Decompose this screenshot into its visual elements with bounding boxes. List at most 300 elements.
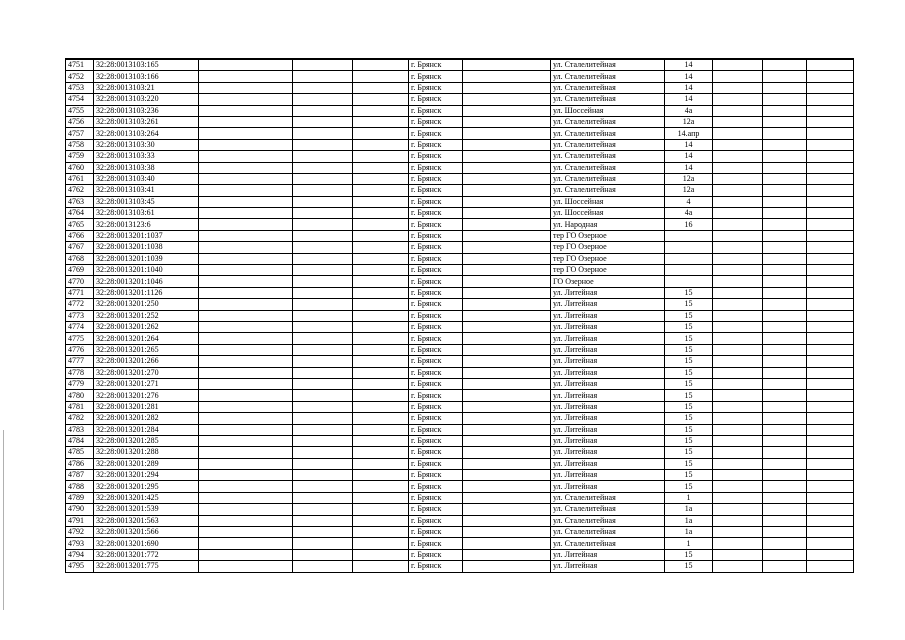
empty-cell xyxy=(353,253,409,264)
city-cell: г. Брянск xyxy=(409,527,463,538)
cadastral-number-cell: 32:28:0013103:236 xyxy=(94,105,199,116)
empty-cell xyxy=(463,242,551,253)
cadastral-number-cell: 32:28:0013103:38 xyxy=(94,162,199,173)
table-row xyxy=(66,390,854,401)
city-cell: г. Брянск xyxy=(409,94,463,105)
table-row xyxy=(66,287,854,298)
empty-cell xyxy=(763,128,807,139)
row-number-cell: 4785 xyxy=(66,447,94,458)
street-cell: ул. Литейная xyxy=(551,470,665,481)
city-cell: г. Брянск xyxy=(409,333,463,344)
city-cell: г. Брянск xyxy=(409,71,463,82)
empty-cell xyxy=(199,401,293,412)
empty-cell xyxy=(463,356,551,367)
empty-cell xyxy=(353,356,409,367)
empty-cell xyxy=(199,321,293,332)
empty-cell xyxy=(713,151,763,162)
empty-cell xyxy=(199,504,293,515)
cadastral-number-cell: 32:28:0013201:282 xyxy=(94,413,199,424)
empty-cell xyxy=(293,196,353,207)
house-number-cell: 14 xyxy=(665,151,713,162)
empty-cell xyxy=(713,94,763,105)
empty-cell xyxy=(353,310,409,321)
empty-cell xyxy=(713,162,763,173)
empty-cell xyxy=(807,310,854,321)
city-cell: г. Брянск xyxy=(409,549,463,560)
empty-cell xyxy=(807,447,854,458)
empty-cell xyxy=(713,71,763,82)
table-row xyxy=(66,344,854,355)
empty-cell xyxy=(293,173,353,184)
empty-cell xyxy=(353,561,409,572)
table-row xyxy=(66,413,854,424)
empty-cell xyxy=(807,162,854,173)
city-cell: г. Брянск xyxy=(409,538,463,549)
empty-cell xyxy=(463,208,551,219)
empty-cell xyxy=(199,367,293,378)
empty-cell xyxy=(763,470,807,481)
street-cell: ул. Сталелитейная xyxy=(551,173,665,184)
row-number-cell: 4766 xyxy=(66,230,94,241)
empty-cell xyxy=(199,435,293,446)
empty-cell xyxy=(353,208,409,219)
empty-cell xyxy=(199,378,293,389)
empty-cell xyxy=(463,435,551,446)
street-cell: ул. Литейная xyxy=(551,435,665,446)
empty-cell xyxy=(463,299,551,310)
street-cell: ул. Сталелитейная xyxy=(551,538,665,549)
city-cell: г. Брянск xyxy=(409,447,463,458)
empty-cell xyxy=(353,265,409,276)
empty-cell xyxy=(713,504,763,515)
street-cell: ул. Литейная xyxy=(551,549,665,560)
empty-cell xyxy=(199,173,293,184)
empty-cell xyxy=(763,116,807,127)
empty-cell xyxy=(807,173,854,184)
empty-cell xyxy=(463,265,551,276)
cadastral-number-cell: 32:28:0013201:285 xyxy=(94,435,199,446)
empty-cell xyxy=(199,470,293,481)
empty-cell xyxy=(713,253,763,264)
empty-cell xyxy=(713,242,763,253)
empty-cell xyxy=(807,413,854,424)
empty-cell xyxy=(199,515,293,526)
empty-cell xyxy=(463,59,551,71)
row-number-cell: 4770 xyxy=(66,276,94,287)
empty-cell xyxy=(199,481,293,492)
empty-cell xyxy=(763,151,807,162)
table-row xyxy=(66,242,854,253)
empty-cell xyxy=(463,173,551,184)
house-number-cell: 15 xyxy=(665,401,713,412)
street-cell: ул. Литейная xyxy=(551,561,665,572)
table-row xyxy=(66,59,854,71)
empty-cell xyxy=(199,538,293,549)
city-cell: г. Брянск xyxy=(409,515,463,526)
table-row xyxy=(66,219,854,230)
empty-cell xyxy=(353,424,409,435)
row-number-cell: 4774 xyxy=(66,321,94,332)
cadastral-number-cell: 32:28:0013201:264 xyxy=(94,333,199,344)
empty-cell xyxy=(293,401,353,412)
street-cell: ул. Литейная xyxy=(551,458,665,469)
house-number-cell: 1а xyxy=(665,515,713,526)
empty-cell xyxy=(713,458,763,469)
empty-cell xyxy=(199,527,293,538)
empty-cell xyxy=(353,492,409,503)
cadastral-number-cell: 32:28:0013201:270 xyxy=(94,367,199,378)
empty-cell xyxy=(713,549,763,560)
house-number-cell: 12а xyxy=(665,185,713,196)
empty-cell xyxy=(763,356,807,367)
empty-cell xyxy=(763,333,807,344)
empty-cell xyxy=(353,242,409,253)
empty-cell xyxy=(763,549,807,560)
cadastral-number-cell: 32:28:0013201:1126 xyxy=(94,287,199,298)
empty-cell xyxy=(763,196,807,207)
cadastral-number-cell: 32:28:0013201:266 xyxy=(94,356,199,367)
empty-cell xyxy=(713,344,763,355)
cadastral-number-cell: 32:28:0013103:45 xyxy=(94,196,199,207)
empty-cell xyxy=(713,276,763,287)
cadastral-number-cell: 32:28:0013201:289 xyxy=(94,458,199,469)
row-number-cell: 4775 xyxy=(66,333,94,344)
empty-cell xyxy=(199,447,293,458)
city-cell: г. Брянск xyxy=(409,287,463,298)
city-cell: г. Брянск xyxy=(409,504,463,515)
row-number-cell: 4783 xyxy=(66,424,94,435)
empty-cell xyxy=(293,344,353,355)
empty-cell xyxy=(353,162,409,173)
row-number-cell: 4792 xyxy=(66,527,94,538)
house-number-cell: 14 xyxy=(665,94,713,105)
row-number-cell: 4777 xyxy=(66,356,94,367)
city-cell: г. Брянск xyxy=(409,173,463,184)
house-number-cell: 15 xyxy=(665,424,713,435)
empty-cell xyxy=(293,538,353,549)
empty-cell xyxy=(713,139,763,150)
empty-cell xyxy=(807,492,854,503)
empty-cell xyxy=(463,549,551,560)
street-cell: тер ГО Озерное xyxy=(551,242,665,253)
empty-cell xyxy=(713,310,763,321)
empty-cell xyxy=(353,378,409,389)
empty-cell xyxy=(807,105,854,116)
empty-cell xyxy=(199,185,293,196)
empty-cell xyxy=(199,549,293,560)
cadastral-number-cell: 32:28:0013201:563 xyxy=(94,515,199,526)
empty-cell xyxy=(353,185,409,196)
table-row xyxy=(66,265,854,276)
empty-cell xyxy=(293,276,353,287)
empty-cell xyxy=(353,515,409,526)
table-row xyxy=(66,458,854,469)
row-number-cell: 4784 xyxy=(66,435,94,446)
row-number-cell: 4768 xyxy=(66,253,94,264)
empty-cell xyxy=(713,219,763,230)
empty-cell xyxy=(713,527,763,538)
city-cell: г. Брянск xyxy=(409,561,463,572)
empty-cell xyxy=(763,59,807,71)
table-body xyxy=(66,59,854,572)
house-number-cell: 1 xyxy=(665,492,713,503)
empty-cell xyxy=(463,105,551,116)
table-row xyxy=(66,549,854,560)
empty-cell xyxy=(353,82,409,93)
table-row xyxy=(66,139,854,150)
row-number-cell: 4751 xyxy=(66,59,94,71)
empty-cell xyxy=(353,401,409,412)
city-cell: г. Брянск xyxy=(409,390,463,401)
empty-cell xyxy=(353,299,409,310)
table-row xyxy=(66,94,854,105)
empty-cell xyxy=(353,527,409,538)
cadastral-number-cell: 32:28:0013103:166 xyxy=(94,71,199,82)
city-cell: г. Брянск xyxy=(409,116,463,127)
table-row xyxy=(66,561,854,572)
cadastral-number-cell: 32:28:0013201:284 xyxy=(94,424,199,435)
street-cell: ул. Литейная xyxy=(551,401,665,412)
row-number-cell: 4773 xyxy=(66,310,94,321)
house-number-cell: 4 xyxy=(665,196,713,207)
house-number-cell: 14.апр xyxy=(665,128,713,139)
empty-cell xyxy=(293,458,353,469)
empty-cell xyxy=(713,515,763,526)
empty-cell xyxy=(763,447,807,458)
empty-cell xyxy=(353,504,409,515)
empty-cell xyxy=(463,390,551,401)
street-cell: ул. Сталелитейная xyxy=(551,185,665,196)
house-number-cell: 15 xyxy=(665,390,713,401)
empty-cell xyxy=(293,470,353,481)
street-cell: ул. Литейная xyxy=(551,390,665,401)
empty-cell xyxy=(807,265,854,276)
house-number-cell: 15 xyxy=(665,561,713,572)
house-number-cell: 15 xyxy=(665,435,713,446)
city-cell: г. Брянск xyxy=(409,196,463,207)
empty-cell xyxy=(293,265,353,276)
empty-cell xyxy=(199,59,293,71)
row-number-cell: 4795 xyxy=(66,561,94,572)
empty-cell xyxy=(763,265,807,276)
street-cell: ул. Литейная xyxy=(551,333,665,344)
empty-cell xyxy=(763,378,807,389)
city-cell: г. Брянск xyxy=(409,162,463,173)
city-cell: г. Брянск xyxy=(409,242,463,253)
table-row xyxy=(66,378,854,389)
empty-cell xyxy=(199,128,293,139)
empty-cell xyxy=(763,401,807,412)
empty-cell xyxy=(199,333,293,344)
city-cell: г. Брянск xyxy=(409,128,463,139)
empty-cell xyxy=(807,139,854,150)
empty-cell xyxy=(763,492,807,503)
street-cell: ул. Народная xyxy=(551,219,665,230)
row-number-cell: 4780 xyxy=(66,390,94,401)
empty-cell xyxy=(807,94,854,105)
house-number-cell xyxy=(665,276,713,287)
empty-cell xyxy=(807,321,854,332)
empty-cell xyxy=(463,504,551,515)
empty-cell xyxy=(807,185,854,196)
empty-cell xyxy=(293,447,353,458)
empty-cell xyxy=(293,356,353,367)
cadastral-number-cell: 32:28:0013201:772 xyxy=(94,549,199,560)
cadastral-number-cell: 32:28:0013201:271 xyxy=(94,378,199,389)
cadastral-number-cell: 32:28:0013201:690 xyxy=(94,538,199,549)
empty-cell xyxy=(463,458,551,469)
empty-cell xyxy=(463,515,551,526)
row-number-cell: 4753 xyxy=(66,82,94,93)
street-cell: ул. Сталелитейная xyxy=(551,504,665,515)
empty-cell xyxy=(713,424,763,435)
empty-cell xyxy=(807,116,854,127)
city-cell: г. Брянск xyxy=(409,276,463,287)
cadastral-number-cell: 32:28:0013103:21 xyxy=(94,82,199,93)
city-cell: г. Брянск xyxy=(409,230,463,241)
row-number-cell: 4769 xyxy=(66,265,94,276)
row-number-cell: 4786 xyxy=(66,458,94,469)
row-number-cell: 4759 xyxy=(66,151,94,162)
table-row xyxy=(66,173,854,184)
empty-cell xyxy=(463,71,551,82)
empty-cell xyxy=(763,208,807,219)
empty-cell xyxy=(713,356,763,367)
empty-cell xyxy=(713,367,763,378)
empty-cell xyxy=(807,481,854,492)
house-number-cell: 15 xyxy=(665,367,713,378)
table-row xyxy=(66,299,854,310)
cadastral-number-cell: 32:28:0013201:294 xyxy=(94,470,199,481)
empty-cell xyxy=(463,333,551,344)
empty-cell xyxy=(353,435,409,446)
empty-cell xyxy=(353,151,409,162)
empty-cell xyxy=(807,287,854,298)
street-cell: ул. Шоссейная xyxy=(551,196,665,207)
cadastral-number-cell: 32:28:0013103:165 xyxy=(94,59,199,71)
street-cell: ул. Литейная xyxy=(551,356,665,367)
empty-cell xyxy=(807,390,854,401)
table-row xyxy=(66,116,854,127)
city-cell: г. Брянск xyxy=(409,435,463,446)
empty-cell xyxy=(293,128,353,139)
table-row xyxy=(66,424,854,435)
empty-cell xyxy=(293,253,353,264)
house-number-cell: 1а xyxy=(665,504,713,515)
empty-cell xyxy=(293,208,353,219)
street-cell: ул. Сталелитейная xyxy=(551,527,665,538)
street-cell: ул. Сталелитейная xyxy=(551,71,665,82)
empty-cell xyxy=(353,458,409,469)
empty-cell xyxy=(763,413,807,424)
cadastral-number-cell: 32:28:0013201:775 xyxy=(94,561,199,572)
empty-cell xyxy=(807,59,854,71)
empty-cell xyxy=(199,356,293,367)
house-number-cell: 15 xyxy=(665,299,713,310)
table-row xyxy=(66,105,854,116)
empty-cell xyxy=(807,458,854,469)
row-number-cell: 4757 xyxy=(66,128,94,139)
table-row xyxy=(66,196,854,207)
empty-cell xyxy=(763,458,807,469)
empty-cell xyxy=(293,481,353,492)
table-row xyxy=(66,481,854,492)
empty-cell xyxy=(353,538,409,549)
table-row xyxy=(66,435,854,446)
row-number-cell: 4791 xyxy=(66,515,94,526)
empty-cell xyxy=(807,71,854,82)
empty-cell xyxy=(293,321,353,332)
empty-cell xyxy=(353,276,409,287)
house-number-cell: 15 xyxy=(665,413,713,424)
empty-cell xyxy=(807,242,854,253)
street-cell: ул. Сталелитейная xyxy=(551,151,665,162)
empty-cell xyxy=(713,185,763,196)
city-cell: г. Брянск xyxy=(409,265,463,276)
row-number-cell: 4772 xyxy=(66,299,94,310)
empty-cell xyxy=(763,105,807,116)
city-cell: г. Брянск xyxy=(409,367,463,378)
empty-cell xyxy=(199,116,293,127)
empty-cell xyxy=(199,287,293,298)
empty-cell xyxy=(713,538,763,549)
empty-cell xyxy=(713,470,763,481)
cadastral-number-cell: 32:28:0013201:1037 xyxy=(94,230,199,241)
empty-cell xyxy=(353,549,409,560)
cadastral-number-cell: 32:28:0013201:250 xyxy=(94,299,199,310)
empty-cell xyxy=(763,242,807,253)
city-cell: г. Брянск xyxy=(409,253,463,264)
row-number-cell: 4752 xyxy=(66,71,94,82)
table-row xyxy=(66,151,854,162)
empty-cell xyxy=(763,185,807,196)
house-number-cell: 14 xyxy=(665,82,713,93)
city-cell: г. Брянск xyxy=(409,492,463,503)
empty-cell xyxy=(807,401,854,412)
empty-cell xyxy=(463,367,551,378)
empty-cell xyxy=(807,515,854,526)
city-cell: г. Брянск xyxy=(409,299,463,310)
empty-cell xyxy=(293,367,353,378)
city-cell: г. Брянск xyxy=(409,470,463,481)
empty-cell xyxy=(463,527,551,538)
empty-cell xyxy=(199,94,293,105)
cadastral-number-cell: 32:28:0013201:566 xyxy=(94,527,199,538)
row-number-cell: 4782 xyxy=(66,413,94,424)
empty-cell xyxy=(463,219,551,230)
empty-cell xyxy=(353,470,409,481)
empty-cell xyxy=(463,139,551,150)
house-number-cell: 15 xyxy=(665,378,713,389)
empty-cell xyxy=(713,265,763,276)
table-row xyxy=(66,401,854,412)
house-number-cell: 1 xyxy=(665,538,713,549)
house-number-cell xyxy=(665,265,713,276)
table-row xyxy=(66,71,854,82)
street-cell: ул. Литейная xyxy=(551,287,665,298)
empty-cell xyxy=(199,82,293,93)
empty-cell xyxy=(463,185,551,196)
row-number-cell: 4763 xyxy=(66,196,94,207)
empty-cell xyxy=(199,424,293,435)
street-cell: ул. Литейная xyxy=(551,481,665,492)
street-cell: ГО Озерное xyxy=(551,276,665,287)
street-cell: ул. Литейная xyxy=(551,367,665,378)
house-number-cell: 15 xyxy=(665,287,713,298)
empty-cell xyxy=(293,378,353,389)
empty-cell xyxy=(353,94,409,105)
empty-cell xyxy=(763,367,807,378)
